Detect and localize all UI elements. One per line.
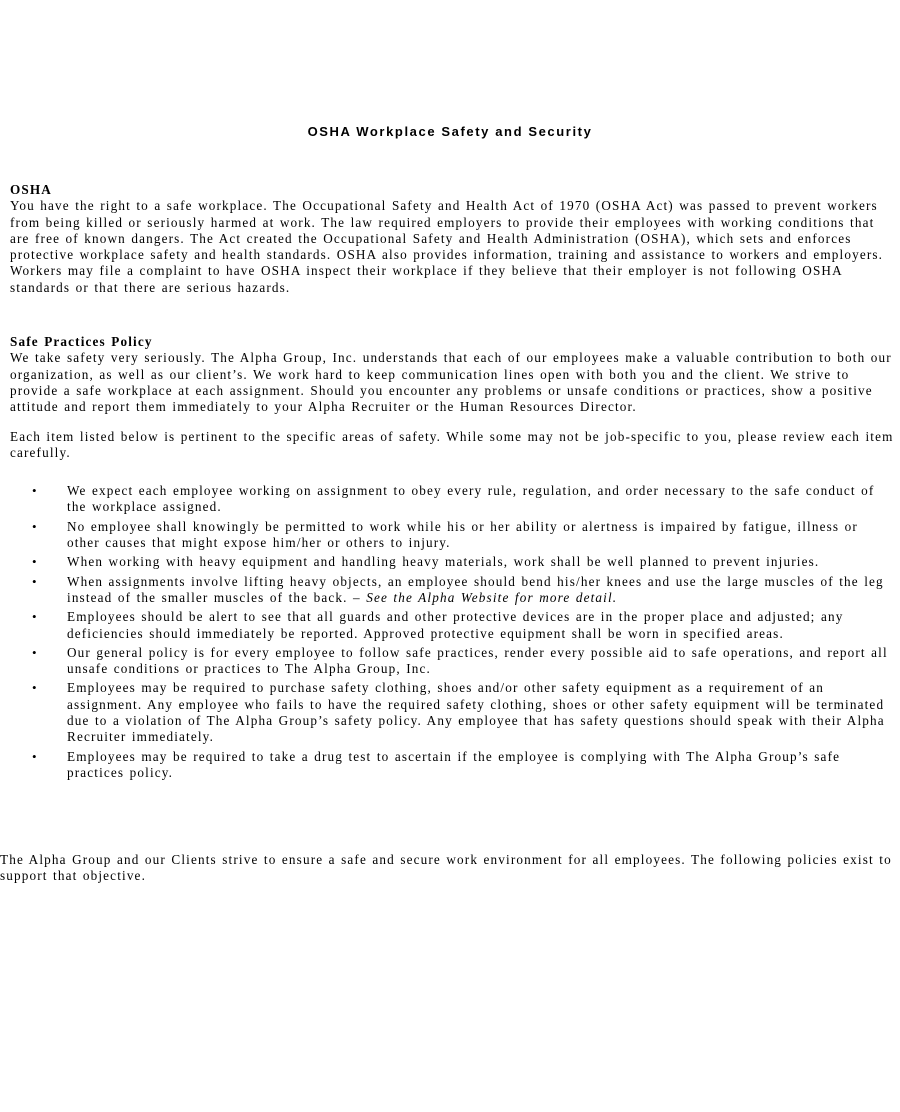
list-item — [10, 519, 895, 552]
paragraph-spacer — [10, 416, 895, 429]
bullet-icon: • — [32, 518, 38, 534]
list-item-text: Employees should be alert to see that all guards and other protective devices are in the proper place and adjusted; any deficiencies should immediately be reported. Approved protective equipment shall be worn in specified areas. — [67, 609, 844, 641]
closing-paragraph: The Alpha Group and our Clients strive to ensure a safe and secure work environment for all employees. The following policies exist to support that objective. — [0, 852, 892, 884]
list-item — [10, 609, 895, 642]
list-item — [10, 680, 895, 745]
list-item — [10, 483, 895, 516]
list-item — [10, 554, 895, 570]
list-item-text: We expect each employee working on assignment to obey every rule, regulation, and order necessary to the safe conduct of the workplace assigned. — [67, 483, 875, 515]
page-title: OSHA Workplace Safety and Security — [307, 124, 593, 139]
bullet-icon: • — [32, 554, 38, 570]
bullet-icon: • — [32, 609, 38, 625]
bullet-icon: • — [32, 680, 38, 696]
safety-rules-list — [10, 483, 895, 781]
bullet-icon: • — [32, 483, 38, 499]
safe-practices-heading: Safe Practices Policy — [10, 334, 153, 350]
safe-practices-intro: Each item listed below is pertinent to the specific areas of safety. While some may not be job-specific to you, please review each item carefully. — [10, 428, 894, 460]
section-spacer — [10, 296, 895, 334]
bullet-icon: • — [32, 748, 38, 764]
list-item-text: No employee shall knowingly be permitted to work while his or her ability or alertness is impaired by fatigue, illness or other causes that might expose him/her or others to injury. — [67, 518, 858, 551]
list-item-text: Employees may be required to take a drug test to ascertain if the employee is complying with The Alpha Group’s safe practices policy. — [67, 748, 841, 780]
list-item-text: Our general policy is for every employee to follow safe practices, render every possible aid to safe operations, and report all unsafe conditions or practices to The Alpha Group, Inc. — [67, 644, 888, 677]
osha-heading: OSHA — [10, 182, 52, 197]
document-body — [10, 182, 895, 784]
list-item — [10, 749, 895, 782]
list-item — [10, 574, 895, 607]
website-reference: See the Alpha Website for more detail. — [366, 589, 618, 605]
list-item-text: Employees may be required to purchase safety clothing, shoes and/or other safety equipment as a requirement of an assignment. Any employee who fails to have the required safety clothing, shoes or other safety equipment will be terminated due to a violation of The Alpha Group’s safety policy. Any employee that has safety questions should speak with their Alpha Recruiter immediately. — [67, 680, 885, 745]
bullet-icon: • — [32, 644, 38, 660]
list-item-text: When working with heavy equipment and handling heavy materials, work shall be well planned to prevent injuries. — [67, 554, 820, 570]
list-item-text: When assignments involve lifting heavy objects, an employee should bend his/her knees and use the large muscles of the leg instead of the smaller muscles of the back. – — [67, 573, 884, 605]
bullet-icon: • — [32, 573, 38, 589]
safe-practices-paragraph: We take safety very seriously. The Alpha Group, Inc. understands that each of our employees make a valuable contribution to both our organization, as well as our client’s. We work hard to keep communication lines open with both you and the client. We strive to provide a safe workplace at each assignment. Should you encounter any problems or unsafe conditions or practices, show a positive attitude and report them immediately to your Alpha Recruiter or the Human Resources Director. — [10, 350, 892, 415]
osha-paragraph: You have the right to a safe workplace. The Occupational Safety and Health Act of 1970 (OSHA Act) was passed to prevent workers from being killed or seriously harmed at work. The law required employers to provide their employees with working conditions that are free of known dangers. The Act created the Occupational Safety and Health Administration (OSHA), which sets and enforces protective workplace safety and health standards. OSHA also provides information, training and assistance to workers and employers. Workers may file a complaint to have OSHA inspect their workplace if they believe that their employer is not following OSHA standards or that there are serious hazards. — [10, 198, 884, 295]
list-item — [10, 645, 895, 678]
